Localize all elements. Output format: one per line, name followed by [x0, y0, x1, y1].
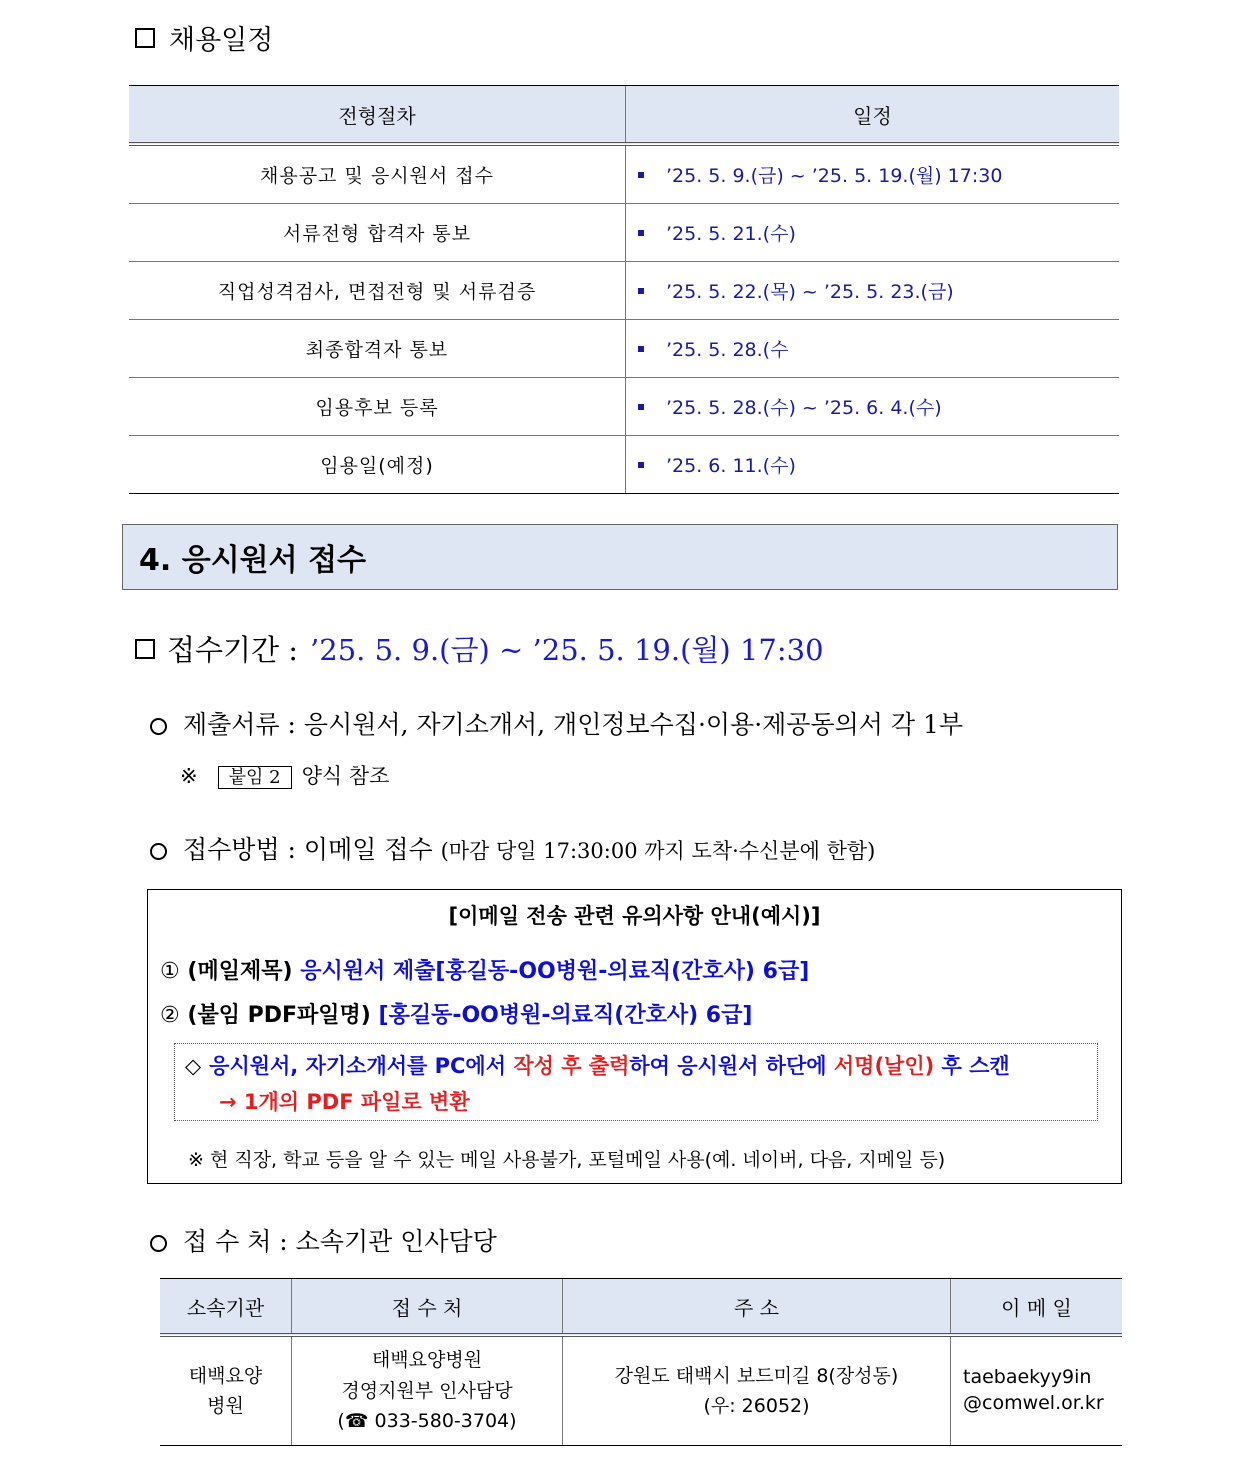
phone-line: (☎ 033-580-3704): [337, 1410, 517, 1433]
col-header-email: 이 메 일: [951, 1279, 1123, 1336]
instruction-part: 작성 후 출력: [513, 1054, 630, 1078]
period-value: ’25. 5. 9.(금) ~ ’25. 5. 19.(월) 17:30: [310, 633, 824, 667]
scan-instruction-line-1: [185, 1050, 1010, 1080]
circled-number: ①: [160, 959, 180, 984]
table-row: [129, 320, 1119, 378]
postal-code: (우: 26052): [703, 1395, 810, 1417]
method-item: [150, 830, 875, 866]
attachment-text: 양식 참조: [301, 764, 390, 788]
col-header-date: 일정: [626, 86, 1120, 145]
step-cell: 서류전형 합격자 통보: [129, 204, 626, 262]
square-bullet-icon: [638, 230, 644, 236]
dept-cell: [292, 1335, 563, 1446]
date-text: ’25. 5. 22.(목) ~ ’25. 5. 23.(금): [666, 281, 954, 303]
receiver-table: [160, 1278, 1122, 1446]
notice-label: (메일제목): [187, 959, 293, 984]
step-cell: 채용공고 및 응시원서 접수: [129, 144, 626, 204]
step-cell: 임용후보 등록: [129, 378, 626, 436]
table-row: [129, 204, 1119, 262]
schedule-heading: [135, 18, 273, 57]
notice-footer: ※ 현 직장, 학교 등을 알 수 있는 메일 사용불가, 포털메일 사용(예. 네이버, 다음, 지메일 등): [188, 1149, 946, 1171]
email-line: taebaekyy9in: [963, 1366, 1092, 1389]
date-cell: [626, 262, 1120, 320]
address-line: 강원도 태백시 보드미길 8(장성동): [614, 1364, 899, 1387]
circle-bullet-icon: [150, 718, 167, 735]
table-row: [129, 436, 1119, 494]
org-cell: [160, 1335, 292, 1446]
step-cell: 임용일(예정): [129, 436, 626, 494]
documents-text: 제출서류 : 응시원서, 자기소개서, 개인정보수집·이용·제공동의서 각 1부: [183, 710, 963, 739]
notice-label: (붙임 PDF파일명): [187, 1003, 371, 1028]
instruction-part: 하여 응시원서 하단에: [629, 1054, 834, 1078]
instruction-part: 서명(날인): [833, 1054, 935, 1078]
table-row: [129, 144, 1119, 204]
date-text: ’25. 5. 21.(수): [666, 223, 796, 245]
email-notice-box: [147, 889, 1122, 1184]
receiver-text: 접 수 처 : 소속기관 인사담당: [183, 1227, 497, 1256]
checkbox-square-icon: [135, 639, 155, 659]
section-4-title: 4. 응시원서 접수: [139, 543, 367, 578]
checkbox-square-icon: [135, 28, 155, 48]
notice-value: 응시원서 제출[홍길동-OO병원-의료직(간호사) 6급]: [300, 959, 810, 984]
receiver-item: [150, 1222, 497, 1258]
date-cell: [626, 144, 1120, 204]
reference-mark: ※: [180, 764, 198, 788]
date-cell: [626, 436, 1120, 494]
date-cell: [626, 378, 1120, 436]
col-header-org: 소속기관: [160, 1279, 292, 1336]
documents-item: [150, 705, 963, 741]
instruction-part: 후 스캔: [934, 1054, 1010, 1078]
col-header-step: 전형절차: [129, 86, 626, 145]
step-cell: 최종합격자 통보: [129, 320, 626, 378]
instruction-part: 응시원서, 자기소개서를 PC에서: [209, 1054, 514, 1078]
col-header-dept: 접 수 처: [292, 1279, 563, 1336]
notice-value: [홍길동-OO병원-의료직(간호사) 6급]: [378, 1003, 753, 1028]
dept-line: 태백요양병원: [371, 1349, 483, 1372]
notice-line-2: [160, 998, 752, 1029]
square-bullet-icon: [638, 346, 644, 352]
date-text: ’25. 5. 28.(수: [666, 339, 789, 361]
notice-line-1: [160, 954, 809, 985]
schedule-table: [129, 85, 1119, 494]
email-line: @comwel.or.kr: [963, 1392, 1104, 1414]
dept-line: 경영지원부 인사담당: [341, 1379, 513, 1402]
scan-instruction-box: [174, 1043, 1098, 1121]
attachment-badge: 붙임 2: [218, 766, 292, 789]
table-row: [129, 262, 1119, 320]
square-bullet-icon: [638, 404, 644, 410]
org-line: 태백요양: [188, 1364, 263, 1387]
method-label: 접수방법 : 이메일 접수: [183, 835, 433, 864]
table-row: [160, 1335, 1122, 1446]
org-line: 병원: [207, 1395, 244, 1417]
application-period: [135, 628, 824, 669]
circled-number: ②: [160, 1003, 180, 1028]
notice-title: [이메일 전송 관련 유의사항 안내(예시)]: [448, 904, 821, 928]
date-cell: [626, 204, 1120, 262]
step-cell: 직업성격검사, 면접전형 및 서류검증: [129, 262, 626, 320]
date-text: ’25. 5. 9.(금) ~ ’25. 5. 19.(월) 17:30: [666, 165, 1003, 187]
square-bullet-icon: [638, 462, 644, 468]
square-bullet-icon: [638, 172, 644, 178]
method-note: (마감 당일 17:30:00 까지 도착·수신분에 한함): [440, 839, 876, 863]
period-label: 접수기간 :: [167, 633, 299, 667]
circle-bullet-icon: [150, 843, 167, 860]
email-cell[interactable]: [951, 1335, 1123, 1446]
square-bullet-icon: [638, 288, 644, 294]
scan-instruction-line-2: → 1개의 PDF 파일로 변환: [219, 1090, 470, 1114]
address-cell: [563, 1335, 951, 1446]
attachment-note: [180, 760, 389, 790]
date-cell: [626, 320, 1120, 378]
diamond-icon: ◇: [185, 1054, 202, 1078]
col-header-address: 주 소: [563, 1279, 951, 1336]
table-row: [129, 378, 1119, 436]
date-text: ’25. 5. 28.(수) ~ ’25. 6. 4.(수): [666, 397, 942, 419]
circle-bullet-icon: [150, 1235, 167, 1252]
section-4-banner: [122, 524, 1118, 590]
schedule-title: 채용일정: [169, 25, 274, 56]
date-text: ’25. 6. 11.(수): [666, 455, 796, 477]
